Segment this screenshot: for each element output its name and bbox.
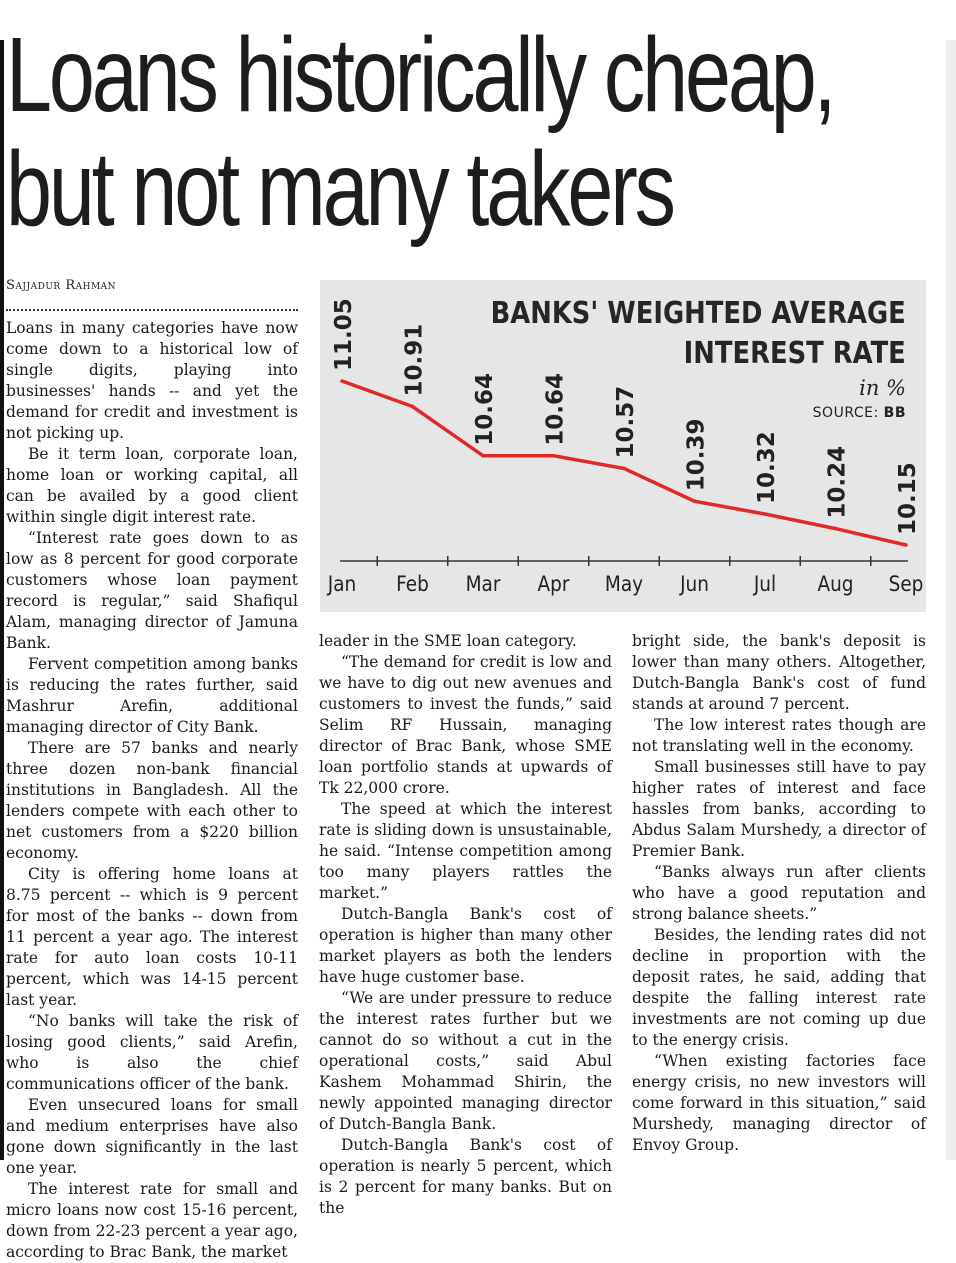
chart-title-line-1: BANKS' WEIGHTED AVERAGE <box>490 296 906 331</box>
x-tick-label: Jan <box>327 571 357 597</box>
data-label: 10.39 <box>683 418 710 492</box>
x-tick-label: Mar <box>465 571 501 597</box>
x-tick-label: Feb <box>396 571 429 597</box>
article-column-1 <box>6 318 298 1263</box>
data-point <box>904 543 908 547</box>
data-point <box>340 379 344 383</box>
paragraph: City is offering home loans at 8.75 percent -- which is 9 percent for most of the banks -- down from 11 percent a year ago. The interest rate for auto loan costs 10-11 percent, which was 14-15 percent last year. <box>6 865 298 1009</box>
paragraph: Fervent competition among banks is reducing the rates further, said Mashrur Arefin, additional managing director of City Bank. <box>6 655 298 736</box>
data-label: 10.64 <box>472 372 498 446</box>
x-tick-label: Jun <box>680 571 709 597</box>
chart-source-value: BB <box>883 405 906 421</box>
x-tick-label: Sep <box>888 571 924 597</box>
data-point <box>481 454 485 458</box>
paragraph: The interest rate for small and micro loans now cost 15-16 percent, down from 22-23 percent a year ago, according to Brac Bank, the market <box>6 1180 298 1261</box>
paragraph: There are 57 banks and nearly three dozen non-bank financial institutions in Bangladesh. All the lenders compete with each other to net customers from a $220 billion economy. <box>6 739 298 862</box>
paragraph: Even unsecured loans for small and medium enterprises have also gone down significantly in the last one year. <box>6 1096 298 1177</box>
headline-line-2: but not many takers <box>6 130 673 248</box>
x-tick-label: Aug <box>817 571 854 597</box>
data-point <box>763 512 767 516</box>
page-edge-rule <box>0 40 4 1160</box>
paragraph: “Banks always run after clients who have a good reputation and strong balance sheets.” <box>632 863 926 923</box>
chart-title <box>491 294 906 374</box>
interest-rate-chart <box>320 280 926 612</box>
data-point <box>834 527 838 531</box>
data-label: 10.15 <box>895 462 921 535</box>
data-point <box>552 454 556 458</box>
x-tick-label: May <box>604 571 644 597</box>
headline-line-1: Loans historically cheap, <box>6 16 834 134</box>
x-tick-label: Jul <box>753 571 777 597</box>
byline: Sajjadur Rahman <box>6 278 117 293</box>
paragraph: Dutch-Bangla Bank's cost of operation is higher than many other market players as both the lenders have huge customer base. <box>319 905 612 986</box>
headline <box>6 16 834 248</box>
article-column-3 <box>632 631 926 1156</box>
paragraph: Small businesses still have to pay higher rates of interest and face hassles from banks, according to Abdus Salam Murshedy, a director of Premier Bank. <box>632 758 926 860</box>
paragraph: “The demand for credit is low and we have to dig out new avenues and customers to invest the funds,” said Selim RF Hussain, managing director of Brac Bank, whose SME loan portfolio stands at upwards of Tk 22,000 crore. <box>319 653 612 797</box>
article-column-2 <box>319 631 612 1219</box>
paragraph: leader in the SME loan category. <box>319 632 577 650</box>
data-label: 11.05 <box>331 298 357 371</box>
x-tick-label: Apr <box>537 571 570 597</box>
paragraph: Dutch-Bangla Bank's cost of operation is nearly 5 percent, which is 2 percent for many banks. But on the <box>319 1136 612 1217</box>
data-point <box>622 467 626 471</box>
paragraph: Loans in many categories have now come down to a historical low of single digits, playing into businesses' hands -- and yet the demand for credit and investment is not picking up. <box>6 319 298 442</box>
data-point <box>693 499 697 503</box>
data-label: 10.91 <box>401 323 428 397</box>
paragraph: The low interest rates though are not translating well in the economy. <box>632 716 926 755</box>
paragraph: Besides, the lending rates did not decline in proportion with the deposit rates, he said, adding that despite the falling interest rate investments are not coming up due to the energy crisis. <box>632 926 926 1049</box>
byline-divider <box>6 309 298 311</box>
paragraph: “No banks will take the risk of losing good clients,” said Arefin, who is also the chief communications officer of the bank. <box>6 1012 298 1093</box>
data-label: 10.57 <box>613 385 639 459</box>
page-margin-strip <box>946 40 956 1160</box>
paragraph: The speed at which the interest rate is sliding down is unsustainable, he said. “Intense competition among too many players rattles the market.” <box>319 800 612 902</box>
data-point <box>411 405 415 409</box>
data-label: 10.24 <box>824 445 851 519</box>
paragraph: bright side, the bank's deposit is lower than many others. Altogether, Dutch-Bangla Bank's cost of fund stands at around 7 percent. <box>632 632 926 713</box>
chart-source <box>813 405 906 421</box>
data-label: 10.64 <box>542 372 569 446</box>
chart-source-label: SOURCE: <box>812 405 879 421</box>
paragraph: “When existing factories face energy crisis, no new investors will come forward in this situation,” said Murshedy, managing director of Envoy Group. <box>632 1052 926 1154</box>
data-label: 10.32 <box>754 431 780 505</box>
paragraph: Be it term loan, corporate loan, home loan or working capital, all can be availed by a good client within single digit interest rate. <box>6 445 298 526</box>
chart-unit: in % <box>859 376 906 400</box>
paragraph: “We are under pressure to reduce the interest rates further but we cannot do so without a cut in the operational costs,” said Abul Kashem Mohammad Shirin, the newly appointed managing director of Dutch-Bangla Bank. <box>319 989 612 1133</box>
chart-title-line-2: INTEREST RATE <box>683 336 906 371</box>
paragraph: “Interest rate goes down to as low as 8 percent for good corporate customers whose loan payment record is regular,” said Shafiqul Alam, managing director of Jamuna Bank. <box>6 529 298 652</box>
